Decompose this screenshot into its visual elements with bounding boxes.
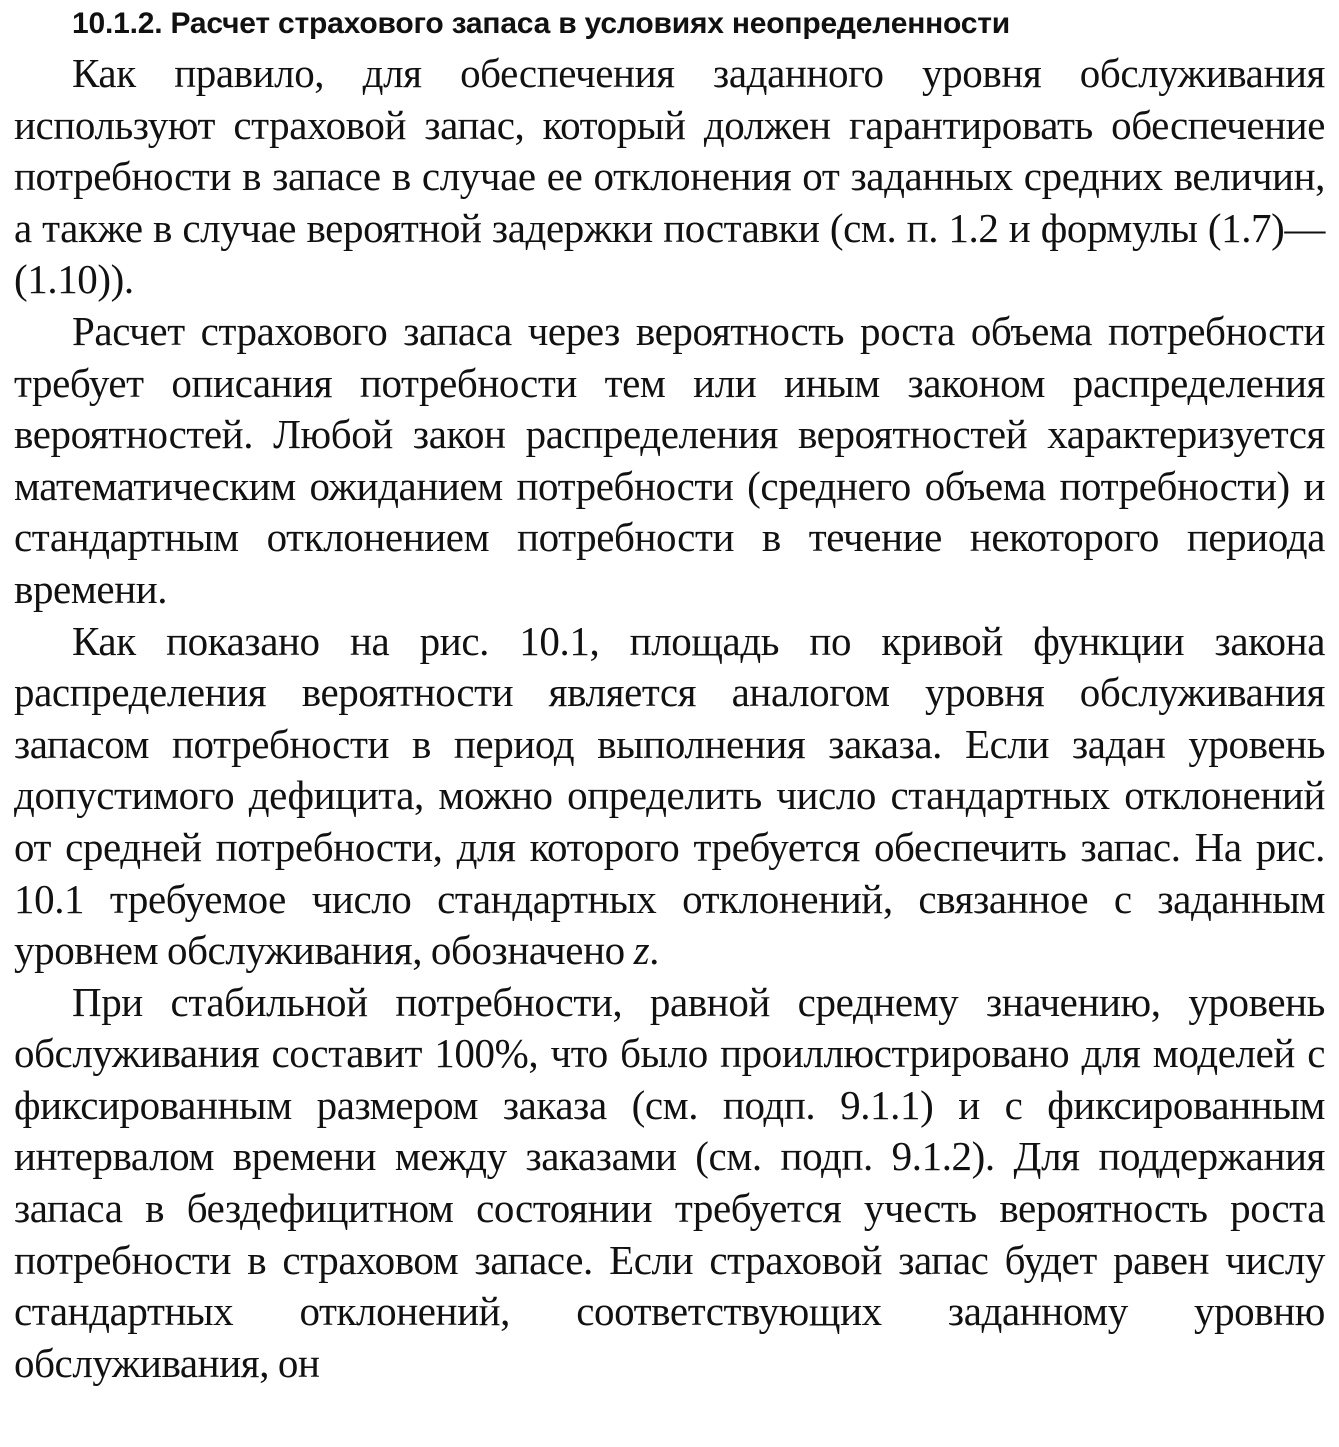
section-heading: 10.1.2. Расчет страхового запаса в условиях неопределенности bbox=[72, 7, 1010, 40]
symbol-z: z bbox=[633, 927, 650, 974]
paragraph-3 bbox=[14, 616, 1325, 977]
paragraph-2: Расчет страхового запаса через вероятность роста объема потребности требует описания потребности тем или иным законом распределения вероятностей. Любой закон распределения вероятностей характеризуется математическим ожиданием потребности (среднего объема потребности) и стандартным отклонением потребности в течение некоторого периода времени. bbox=[14, 307, 1325, 612]
paragraph-1: Как правило, для обеспечения заданного уровня обслуживания используют страховой запас, который должен гарантировать обеспечение потребности в запасе в случае ее отклонения от заданных средних величин, а также в случае вероятной задержки поставки (см. п. 1.2 и формулы (1.7)—(1.10)). bbox=[14, 50, 1325, 303]
paragraph-3-text: Как показано на рис. 10.1, площадь по кривой функции закона распределения вероятности является аналогом уровня обслуживания запасом потребности в период выполнения заказа. Если задан уровень допустимого дефицита, можно определить число стандартных отклонений от средней потребности, для которого требуется обеспечить запас. На рис. 10.1 требуемое число стандартных отклонений, связанное с заданным уровнем обслуживания, обозначено bbox=[14, 617, 1325, 974]
paragraph-4: При стабильной потребности, равной среднему значению, уровень обслуживания составит 100%, что было проиллюстрировано для моделей с фиксированным размером заказа (см. подп. 9.1.1) и с фиксированным интервалом времени между заказами (см. подп. 9.1.2). Для поддержания запаса в бездефицитном состоянии требуется учесть вероятность роста потребности в страховом запасе. Если страховой запас будет равен числу стандартных отклонений, соответствующих заданному уровню обслуживания, он bbox=[14, 978, 1325, 1386]
symbol-z-period: . bbox=[649, 927, 659, 974]
